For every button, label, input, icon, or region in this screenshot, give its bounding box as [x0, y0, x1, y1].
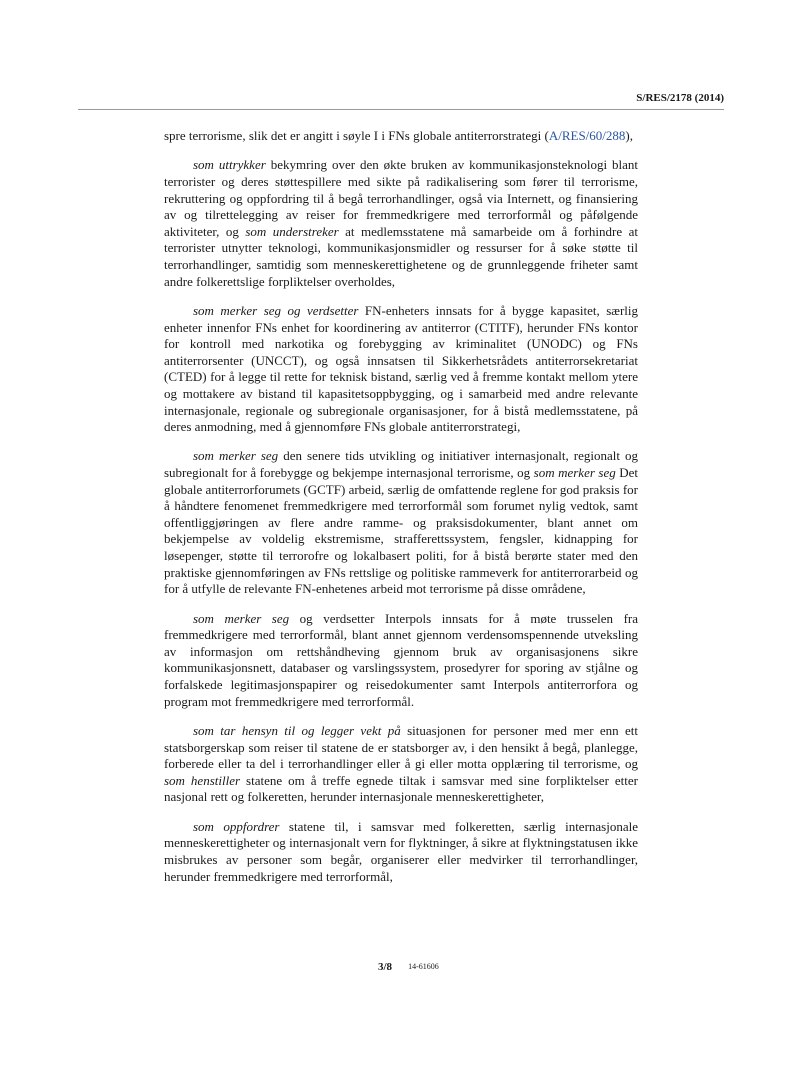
text-run: at medlemsstatene må samarbeide om å forhindre at terrorister utnytter teknologi, kommunikasjonsmidler og ressurser for å søke støtte til terrorhandlinger, samtidig som menneskerettighetene og de grunnleggende friheter samt andre folkerettslige forpliktelser overholdes,: [164, 223, 638, 289]
paragraph: [164, 723, 638, 806]
paragraph: [164, 128, 638, 145]
italic-phrase: som merker seg: [193, 448, 279, 464]
header-rule: [78, 109, 724, 110]
paragraph: [164, 819, 638, 885]
document-symbol: S/RES/2178 (2014): [636, 92, 724, 104]
text-run: Det globale antiterrorforumets (GCTF) arbeid, særlig de omfattende reglene for god praksis for å håndtere fenomenet fremmedkrigere med terrorformål som forumet nylig vedtok, samt offentliggjøringen av flere andre ramme- og praksisdokumenter, blant annet om bekjempelse av voldelig ekstremisme, strafferettssystem, fengsler, kidnapping for løsepenger, støtte til terrorofre og lokalbasert politi, for å bistå berørte stater med den praktiske gjennomføringen av FNs rettslige og politiske rammeverk for antiterrorarbeid og for å utfylle de relevante FN-enhetenes arbeid mot terrorisme på disse områdene,: [164, 465, 638, 597]
italic-phrase: som merker seg: [193, 610, 290, 626]
text-run: situasjonen for personer med mer enn ett statsborgerskap som reiser til statene de er statsborger av, i den hensikt å begå, planlegge, forberede eller ta del i terrorhandlinger eller å gi eller motta opplæring til terrorisme, og: [164, 722, 639, 772]
italic-phrase: som merker seg: [533, 465, 616, 481]
document-body: [164, 128, 638, 898]
paragraph: [164, 303, 638, 436]
paragraph: [164, 448, 638, 597]
italic-phrase: som oppfordrer: [193, 818, 280, 834]
italic-phrase: som henstiller: [164, 772, 241, 788]
italic-phrase: som understreker: [245, 223, 339, 239]
italic-phrase: som uttrykker: [193, 157, 266, 173]
paragraph: [164, 157, 638, 290]
page-number: 3/8: [378, 961, 393, 973]
text-run: den senere tids utvikling og initiativer internasjonalt, regionalt og subregionalt for å forebygge og bekjempe internasjonal terrorisme, og: [164, 448, 639, 481]
italic-phrase: som merker seg og verdsetter: [193, 302, 359, 318]
text-run: bekymring over den økte bruken av kommunikasjonsteknologi blant terrorister og deres støttespillere med sikte på radikalisering som fører til terrorisme, rekruttering og oppfordring til å begå terrorhandlinger, også via Internett, og finansiering av og tilrettelegging av reiser for fremmedkrigere med terrorformål og påfølgende aktiviteter, og: [164, 157, 638, 239]
document-id: 14-61606: [408, 962, 439, 971]
text-run: FN-enheters innsats for å bygge kapasitet, særlig enheter innenfor FNs enhet for koordinering av antiterror (CTITF), herunder FNs kontor for kontroll med narkotika og forebygging av kriminalitet (UNODC) og FNs antiterrorsenter (UNCCT), og også innsatsen til Sikkerhetsrådets antiterrorsekretariat (CTED) for å legge til rette for teknisk bistand, særlig ved å fremme kontakt mellom ytere og mottakere av bistand til kapasitetsoppbygging, og i samarbeid med andre relevante internasjonale, regionale og subregionale organisasjoner, for å bistå medlemsstatene, på deres anmodning, med å gjennomføre FNs globale antiterrorstrategi,: [164, 302, 638, 435]
italic-phrase: som tar hensyn til og legger vekt på: [193, 722, 401, 738]
paragraph: [164, 611, 638, 711]
text-run: og verdsetter Interpols innsats for å møte trusselen fra fremmedkrigere med terrorformål, blant annet gjennom verdensomspennende utveksling av informasjon om rettshåndheving gjennom bruk av organisasjonens sikre kommunikasjonsnett, databaser og varslingssystem, prosedyrer for sporing av stjålne og forfalskede legitimasjonspapirer og reisedokumenter samt Interpols antiterrorfora og program mot fremmedkrigere med terrorformål.: [164, 610, 639, 709]
text-run: ),: [625, 128, 634, 143]
page-footer: [378, 957, 439, 975]
text-run: spre terrorisme, slik det er angitt i søyle I i FNs globale antiterrorstrategi (: [164, 128, 549, 143]
document-link[interactable]: A/RES/60/288: [548, 128, 626, 143]
text-run: statene om å treffe egnede tiltak i samsvar med sine forpliktelser etter nasjonal rett og folkeretten, herunder internasjonale menneskerettigheter,: [164, 772, 638, 805]
text-run: statene til, i samsvar med folkeretten, særlig internasjonale menneskerettigheter og internasjonalt vern for flyktninger, å sikre at flyktningstatusen ikke misbrukes av personer som begår, organiserer eller medvirker til terrorhandlinger, herunder fremmedkrigere med terrorformål,: [164, 818, 638, 884]
